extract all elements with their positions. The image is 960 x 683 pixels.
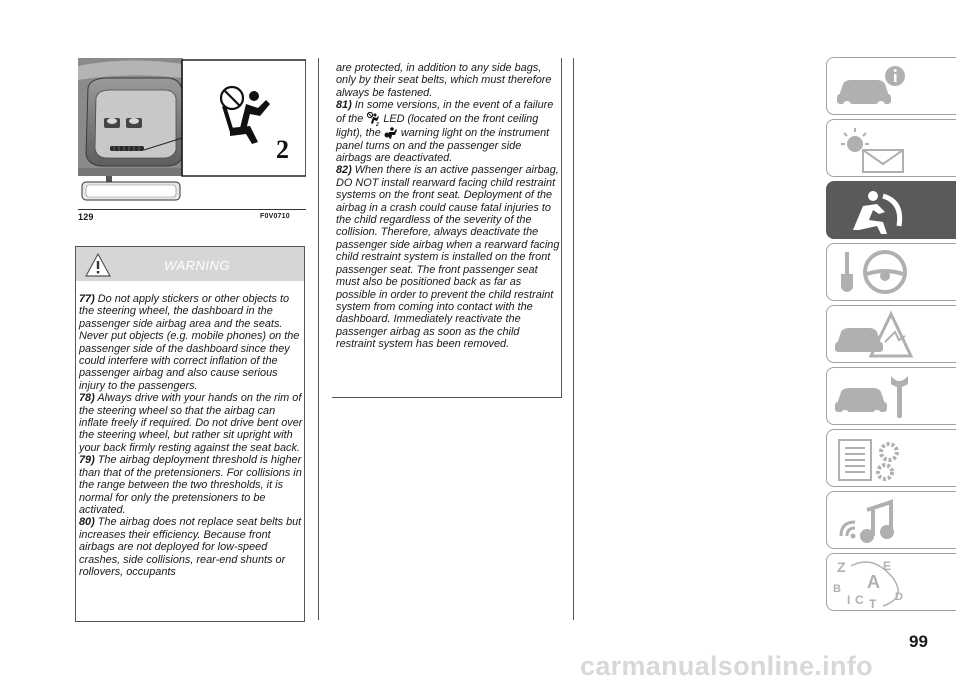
svg-text:I: I (847, 593, 851, 607)
warning-item-78: 78) Always drive with your hands on the rim of the steering wheel so that the airbag can inflate freely if required. Do not drive bent over the steering wheel, but rather sit upright with your back firmly resting against the seat back. (79, 392, 303, 454)
airbag-warning-light-icon (384, 126, 398, 140)
warning-item-79: 79) The airbag deployment threshold is higher than that of the pretensioners. For collisions in the range between the two thresholds, it is normal for only the pretensioners to be activated. (79, 454, 302, 516)
warning-panel (75, 246, 305, 622)
warning-lights-icon (833, 124, 913, 174)
radio-music-icon (833, 496, 913, 546)
column-divider (318, 58, 319, 620)
column-divider (573, 58, 574, 620)
figure-code: F0V0710 (260, 213, 290, 220)
svg-text:T: T (869, 597, 877, 608)
svg-text:A: A (867, 572, 880, 592)
airbag-off-led-icon (366, 112, 380, 126)
warning-continuation-panel (332, 58, 562, 398)
tab-getting-to-know[interactable] (826, 57, 956, 115)
svg-text:2: 2 (276, 135, 289, 164)
tab-index[interactable] (826, 553, 956, 611)
svg-text:E: E (883, 559, 892, 573)
warning-title: WARNING (163, 258, 231, 273)
figure-number: 129 (78, 212, 94, 222)
ceiling-light-figure (78, 58, 306, 208)
tab-safety[interactable] (826, 181, 956, 239)
key-steering-icon (833, 248, 913, 298)
tab-emergency[interactable] (826, 305, 956, 363)
specs-gear-icon (833, 434, 913, 484)
car-hazard-icon (833, 310, 913, 360)
tab-multimedia[interactable] (826, 491, 956, 549)
warning-item-82: 82) When there is an active passenger airbag, DO NOT install rearward facing child restraint systems on the front seat. Deployment of the airbag in a crash could cause fatal injuries to the child regardless of the severity of the collision. Therefore, always deactivate the passenger side airbag when a rearward facing child restraint system is installed on the front passenger seat. The front passenger seat must also be positioned back as far as possible in order to prevent the child restraint system from coming into contact with the dashboard. Immediately reactivate the passenger airbag as soon as the child restraint system has been removed. (336, 164, 560, 351)
svg-text:C: C (855, 593, 864, 607)
tab-instrument-panel[interactable] (826, 119, 956, 177)
warning-text (79, 293, 303, 578)
alphabet-index-icon (833, 558, 913, 608)
warning-item-81: 81) In some versions, in the event of a failure of the 2 LED (located on the front ceiling light), the warning light on the instrument panel turns on and the passenger side airbags are deactivated. (336, 99, 554, 165)
svg-text:2: 2 (376, 121, 380, 126)
car-info-icon (833, 62, 913, 112)
warning-item-80: 80) The airbag does not replace seat belts but increases their efficiency. Because front airbags are not deployed for low-speed crashes, side collisions, rear-end shunts or rollovers, occupants (79, 516, 302, 578)
car-wrench-icon (833, 372, 913, 422)
warning-item-80-cont: are protected, in addition to any side bags, only by their seat belts, which must therefore always be fastened. (336, 62, 552, 99)
chapter-tabs (826, 57, 956, 613)
svg-text:B: B (833, 583, 841, 595)
tab-starting-driving[interactable] (826, 243, 956, 301)
warning-item-77: 77) Do not apply stickers or other objects to the steering wheel, the dashboard in the passenger side airbag area and the seats. Never put objects (e.g. mobile phones) on the passenger side of the dashboard since they could interfere with correct inflation of the passenger airbag and also cause serious injury to the passengers. (79, 293, 300, 392)
airbag-seat-icon (833, 186, 913, 236)
svg-text:D: D (895, 591, 903, 603)
watermark: carmanualsonline.info (580, 651, 873, 681)
warning-header (76, 247, 304, 281)
page-number: 99 (909, 632, 928, 651)
tab-servicing[interactable] (826, 367, 956, 425)
figure-rule (78, 209, 306, 210)
ceiling-light-illustration (78, 58, 306, 208)
tab-technical-data[interactable] (826, 429, 956, 487)
warning-continuation-text (336, 62, 560, 351)
svg-text:Z: Z (837, 559, 846, 575)
